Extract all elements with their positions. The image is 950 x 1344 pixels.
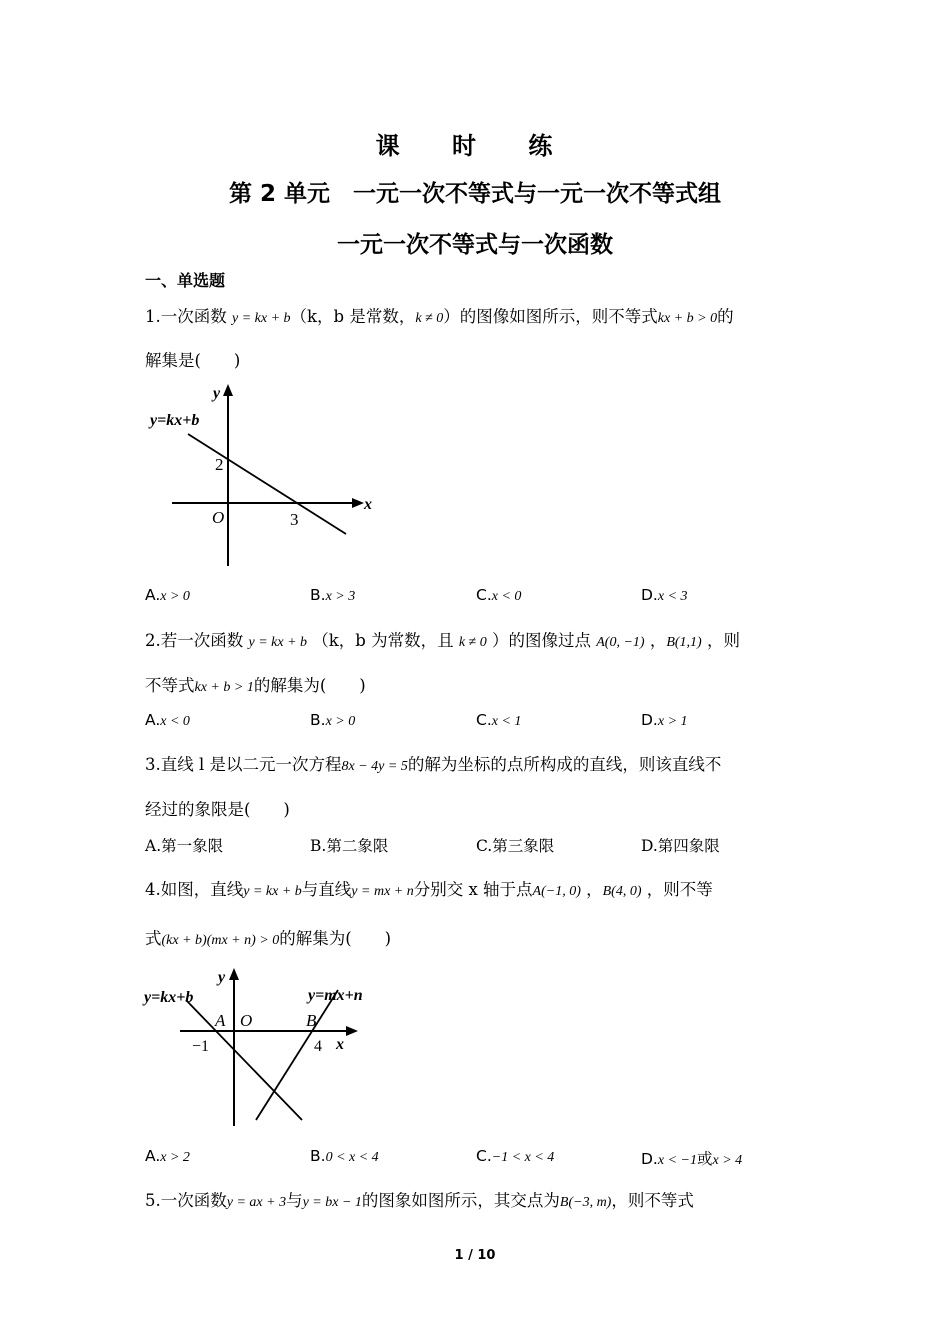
q4-line-mxn <box>256 990 338 1120</box>
section-heading: 一、单选题 <box>145 271 226 290</box>
q4-x-label: x <box>336 1036 344 1053</box>
q3-stem-line1: 3.直线 l 是以二元一次方程8x − 4y = 5的解为坐标的点所构成的直线，则该直线不 <box>145 755 722 774</box>
q2-stem-line2: 不等式kx + b > 1的解集为( ) <box>145 676 366 695</box>
q1-stem-line2: 解集是( ) <box>145 351 241 370</box>
q1-graph <box>140 380 390 570</box>
q1-line-label: y=kx+b <box>150 412 200 429</box>
q4-graph <box>140 962 380 1132</box>
q4-y-label: y <box>218 969 226 986</box>
q4-option-b[interactable]: B.0 < x < 4 <box>310 1147 379 1165</box>
q4-line2-label: y=mx+n <box>308 987 363 1004</box>
q1-y-label: y <box>213 385 221 402</box>
q3-option-c[interactable]: C.第三象限 <box>476 837 555 855</box>
q1-option-a[interactable]: A.x > 0 <box>145 586 190 604</box>
q1-stem-line1: 1.一次函数 y = kx + b（k，b 是常数，k ≠ 0）的图像如图所示，则不等式kx + b > 0的 <box>145 307 734 326</box>
unit-title: 第 2 单元 一元一次不等式与一元一次不等式组 <box>228 181 722 207</box>
q1-x-arrow <box>352 498 364 508</box>
q1-y-arrow <box>223 384 233 396</box>
q1-y-intercept-label: 2 <box>215 455 224 474</box>
q3-option-a[interactable]: A.第一象限 <box>145 837 224 855</box>
lesson-title: 一元一次不等式与一次函数 <box>337 232 613 258</box>
q4-stem-line1: 4.如图，直线y = kx + b与直线y = mx + n分别交 x 轴于点A(−1, 0) ，B(4, 0) ，则不等 <box>145 880 713 899</box>
q4-option-a[interactable]: A.x > 2 <box>145 1147 190 1165</box>
q4-x-arrow <box>346 1026 358 1036</box>
q4-b-value-label: 4 <box>314 1038 322 1055</box>
q4-line1-label: y=kx+b <box>144 989 194 1006</box>
q4-origin-label: O <box>240 1011 253 1030</box>
q3-stem-line2: 经过的象限是( ) <box>145 800 290 819</box>
q5-stem-line1: 5.一次函数y = ax + 3与y = bx − 1的图象如图所示，其交点为B(−3, m)，则不等式 <box>145 1191 694 1210</box>
q2-stem-line1: 2.若一次函数 y = kx + b （k，b 为常数，且 k ≠ 0 ）的图像过点 A(0, −1) ，B(1,1) ，则 <box>145 631 740 650</box>
q2-option-b[interactable]: B.x > 0 <box>310 711 356 729</box>
q3-option-b[interactable]: B.第二象限 <box>310 837 389 855</box>
q4-option-c[interactable]: C.−1 < x < 4 <box>476 1147 555 1165</box>
page-number: 1 / 10 <box>454 1248 496 1263</box>
q4-point-b-label: B <box>306 1011 317 1030</box>
q4-a-value-label: −1 <box>192 1038 210 1055</box>
q1-x-label: x <box>364 496 372 513</box>
q1-x-intercept-label: 3 <box>290 510 299 529</box>
q3-option-d[interactable]: D.第四象限 <box>641 837 720 855</box>
q4-stem-line2: 式(kx + b)(mx + n) > 0的解集为( ) <box>145 929 392 948</box>
page-header-title: 课 时 练 <box>375 132 575 160</box>
q1-origin-label: O <box>212 508 225 527</box>
q4-option-d[interactable]: D.x < −1或x > 4 <box>641 1150 743 1168</box>
q2-option-d[interactable]: D.x > 1 <box>641 711 688 729</box>
q4-point-a-label: A <box>215 1011 226 1030</box>
q1-option-b[interactable]: B.x > 3 <box>310 586 356 604</box>
q2-option-c[interactable]: C.x < 1 <box>476 711 522 729</box>
q2-option-a[interactable]: A.x < 0 <box>145 711 190 729</box>
q4-y-arrow <box>229 968 239 980</box>
q1-option-d[interactable]: D.x < 3 <box>641 586 688 604</box>
q1-option-c[interactable]: C.x < 0 <box>476 586 522 604</box>
